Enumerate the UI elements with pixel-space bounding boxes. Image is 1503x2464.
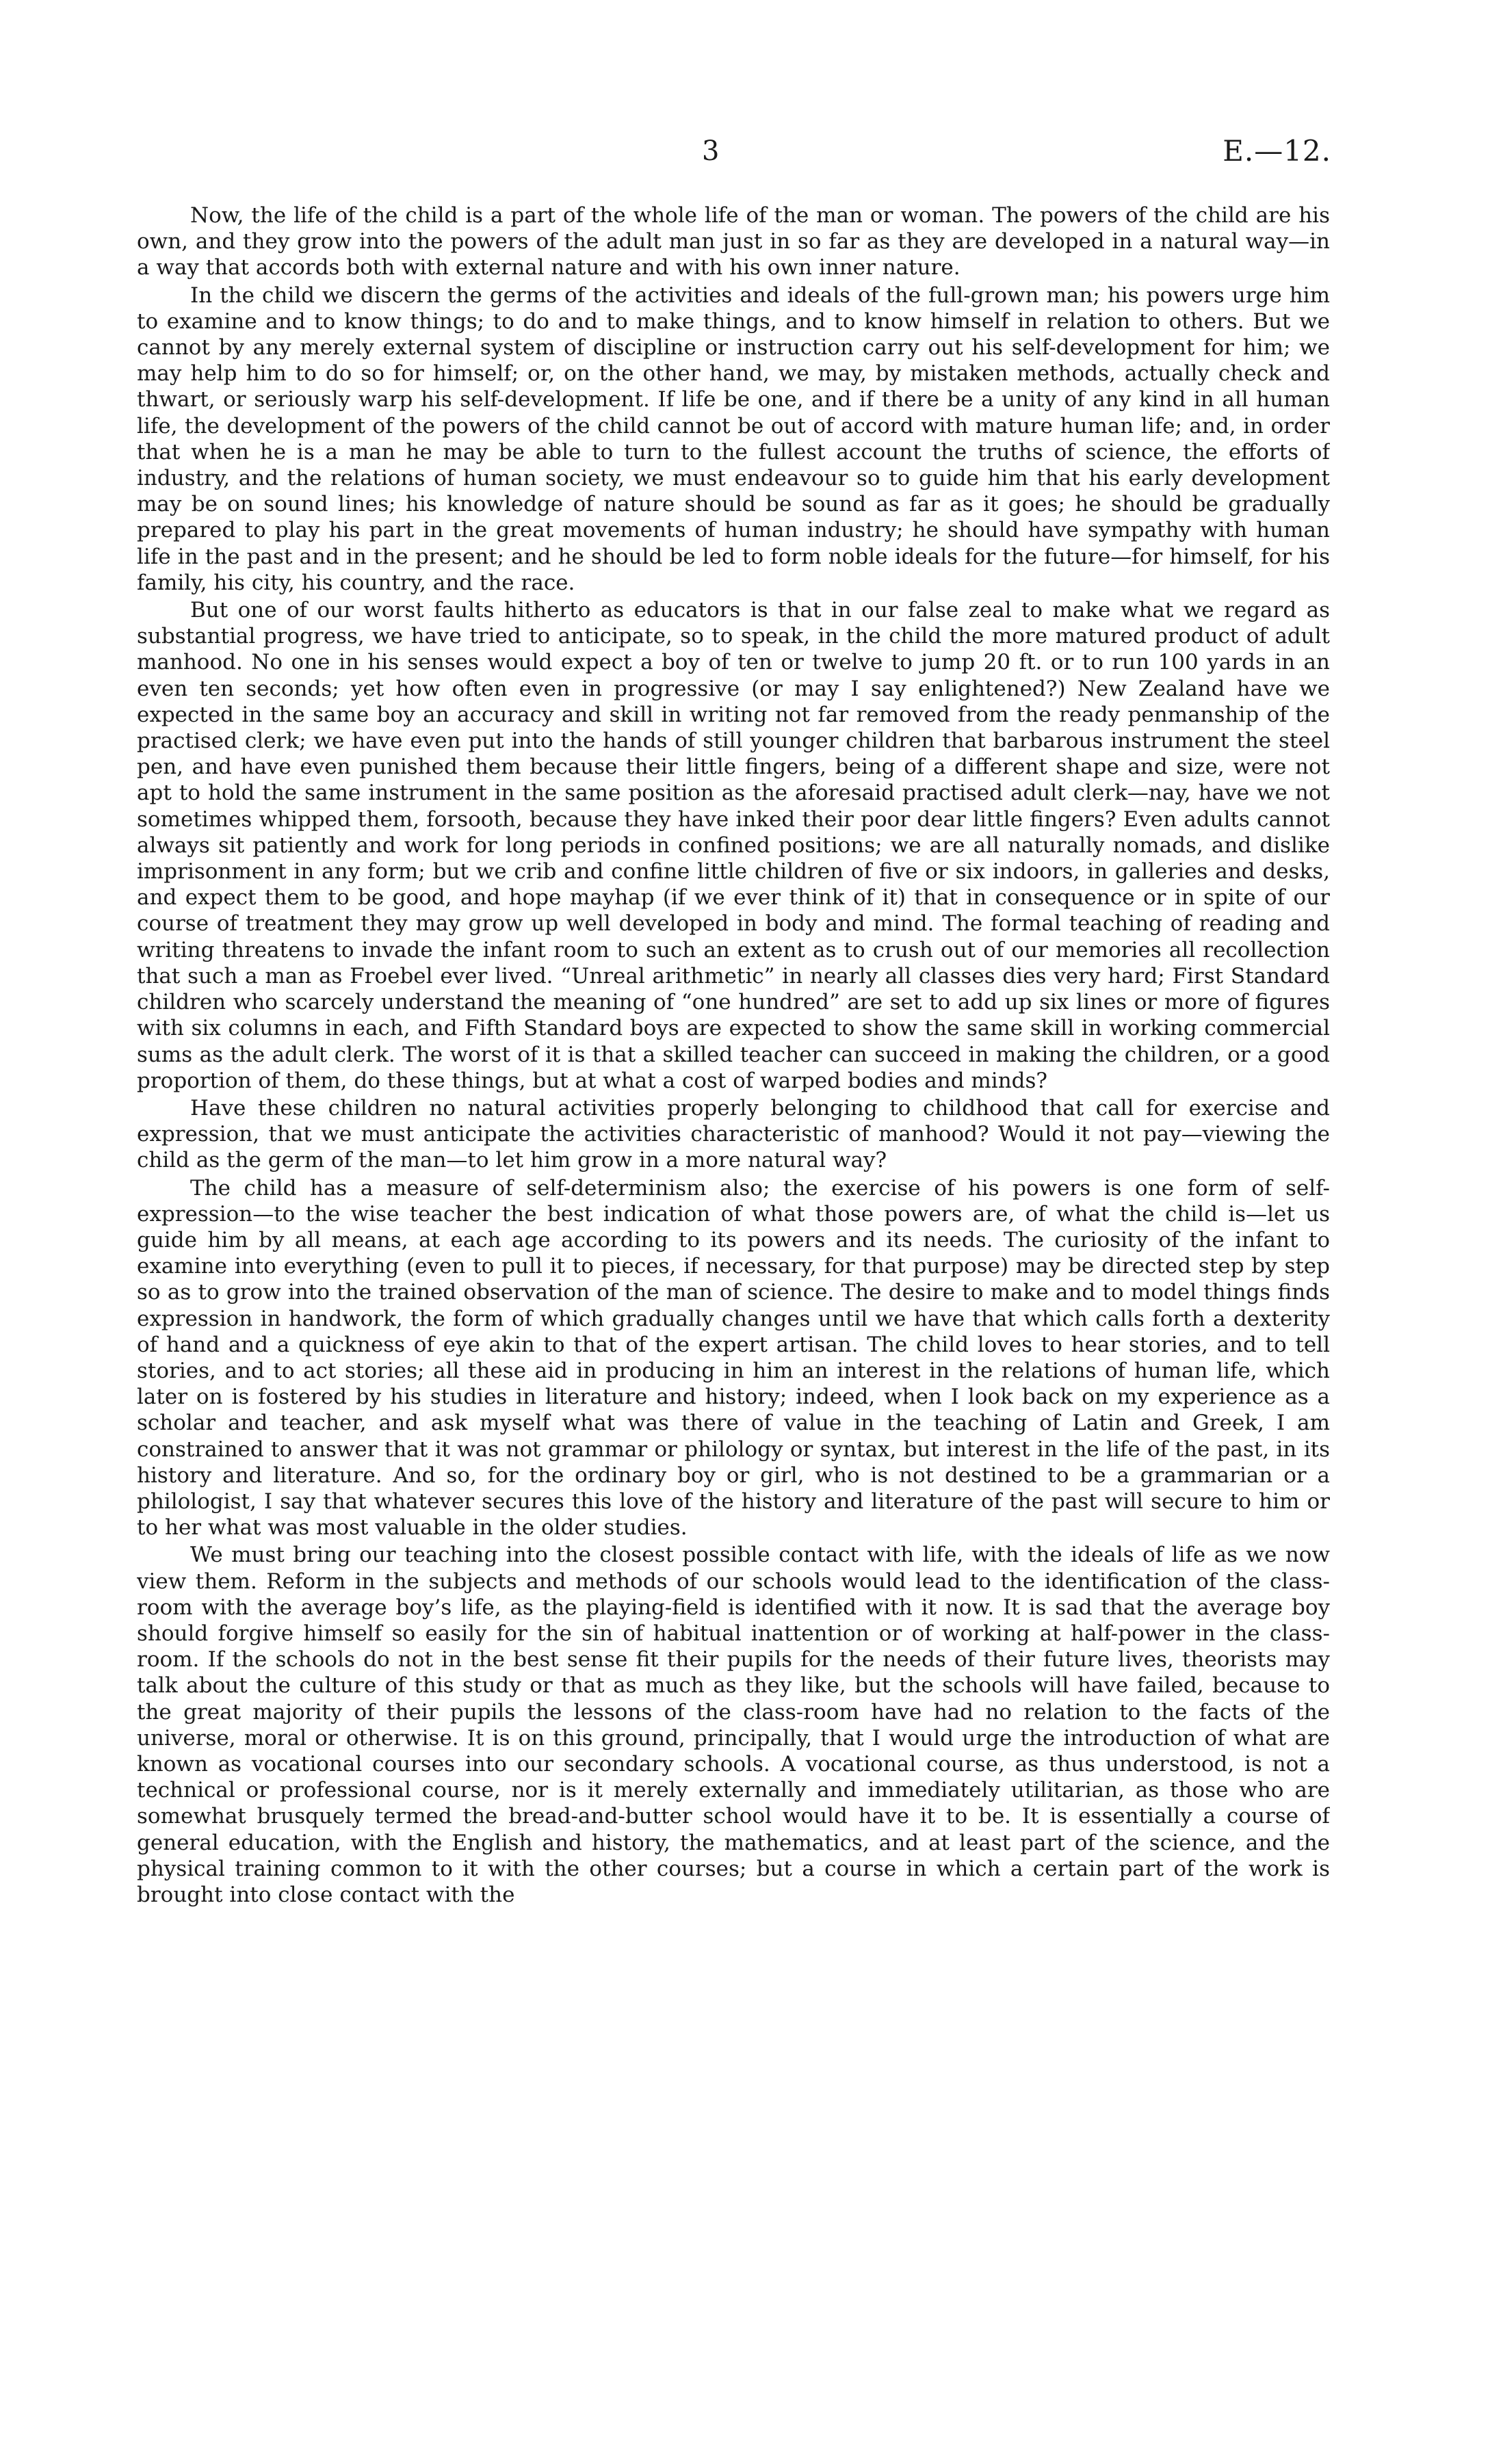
document-reference: E.—12. <box>1223 134 1331 168</box>
paragraph: We must bring our teaching into the closest possible contact with life, with the ideals of life as we now view them. Reform in the subjects and methods of our schools would lead to the identification of the class-room with the average boy’s life, as the playing-field is identified with it now. It is sad that the average boy should forgive himself so easily for the sin of habitual inattention or of working at half-power in the class-room. If the schools do not in the best sense fit their pupils for the needs of their future lives, theorists may talk about the culture of this study or that as much as they like, but the schools will have failed, because to the great majority of their pupils the lessons of the class-room have had no relation to the facts of the universe, moral or otherwise. It is on this ground, principally, that I would urge the introduction of what are known as vocational courses into our secondary schools. A vocational course, as thus understood, is not a technical or professional course, nor is it merely externally and immediately utilitarian, as those who are somewhat brusquely termed the bread-and-butter school would have it to be. It is essentially a course of general education, with the English and history, the mathematics, and at least part of the science, and the physical training common to it with the other courses; but a course in which a certain part of the work is brought into close contact with the <box>137 1543 1330 1907</box>
paragraph: The child has a measure of self-determinism also; the exercise of his powers is one form of self-expression—to the wise teacher the best indication of what those powers are, of what the child is—let us guide him by all means, at each age according to its powers and its needs. The curiosity of the infant to examine into everything (even to pull it to pieces, if necessary, for that purpose) may be directed step by step so as to grow into the trained observation of the man of science. The desire to make and to model things finds expression in handwork, the form of which gradually changes until we have that which calls forth a dexterity of hand and a quickness of eye akin to that of the expert artisan. The child loves to hear stories, and to tell stories, and to act stories; all these aid in producing in him an interest in the relations of human life, which later on is fostered by his studies in literature and history; indeed, when I look back on my experience as a scholar and teacher, and ask myself what was there of value in the teaching of Latin and Greek, I am constrained to answer that it was not grammar or philology or syntax, but interest in the life of the past, in its history and literature. And so, for the ordinary boy or girl, who is not destined to be a grammarian or a philologist, I say that whatever secures this love of the history and literature of the past will secure to him or to her what was most valuable in the older studies. <box>137 1175 1330 1541</box>
paragraph: But one of our worst faults hitherto as educators is that in our false zeal to make what we regard as substantial progress, we have tried to anticipate, so to speak, in the child the more matured product of adult manhood. No one in his senses would expect a boy of ten or twelve to jump 20 ft. or to run 100 yards in an even ten seconds; yet how often even in progressive (or may I say enlightened?) New Zealand have we expected in the same boy an accuracy and skill in writing not far removed from the ready penmanship of the practised clerk; we have even put into the hands of still younger children that barbarous instrument the steel pen, and have even punished them because their little fingers, being of a different shape and size, were not apt to hold the same instrument in the same position as the aforesaid practised adult clerk—nay, have we not sometimes whipped them, forsooth, because they have inked their poor dear little fingers? Even adults cannot always sit patiently and work for long periods in confined positions; we are all naturally nomads, and dislike imprisonment in any form; but we crib and confine little children of five or six indoors, in galleries and desks, and expect them to be good, and hope mayhap (if we ever think of it) that in consequence or in spite of our course of treatment they may grow up well developed in body and mind. The formal teaching of reading and writing threatens to invade the infant room to such an extent as to crush out of our memories all recollection that such a man as Froebel ever lived. “Unreal arithmetic” in nearly all classes dies very hard; First Standard children who scarcely understand the meaning of “one hundred” are set to add up six lines or more of figures with six columns in each, and Fifth Standard boys are expected to show the same skill in working commercial sums as the adult clerk. The worst of it is that a skilled teacher can succeed in making the children, or a good proportion of them, do these things, but at what a cost of warped bodies and minds? <box>137 598 1330 1093</box>
paragraph: In the child we discern the germs of the activities and ideals of the full-grown man; his powers urge him to examine and to know things; to do and to make things, and to know himself in relation to others. But we cannot by any merely external system of discipline or instruction carry out his self-development for him; we may help him to do so for himself; or, on the other hand, we may, by mistaken methods, actually check and thwart, or seriously warp his self-development. If life be one, and if there be a unity of any kind in all human life, the development of the powers of the child cannot be out of accord with mature human life; and, in order that when he is a man he may be able to turn to the fullest account the truths of science, the efforts of industry, and the relations of human society, we must endeavour so to guide him that his early development may be on sound lines; his knowledge of nature should be sound as far as it goes; he should be gradually prepared to play his part in the great movements of human industry; he should have sympathy with human life in the past and in the present; and he should be led to form noble ideals for the future—for himself, for his family, his city, his country, and the race. <box>137 283 1330 595</box>
page-header <box>164 134 1331 175</box>
body-text <box>137 202 1330 2309</box>
paragraph: Have these children no natural activities properly belonging to childhood that call for exercise and expression, that we must anticipate the activities characteristic of manhood? Would it not pay—viewing the child as the germ of the man—to let him grow in a more natural way? <box>137 1095 1330 1173</box>
page-number: 3 <box>702 135 720 167</box>
paragraph: Now, the life of the child is a part of the whole life of the man or woman. The powers of the child are his own, and they grow into the powers of the adult man just in so far as they are developed in a natural way—in a way that accords both with external nature and with his own inner nature. <box>137 203 1330 280</box>
